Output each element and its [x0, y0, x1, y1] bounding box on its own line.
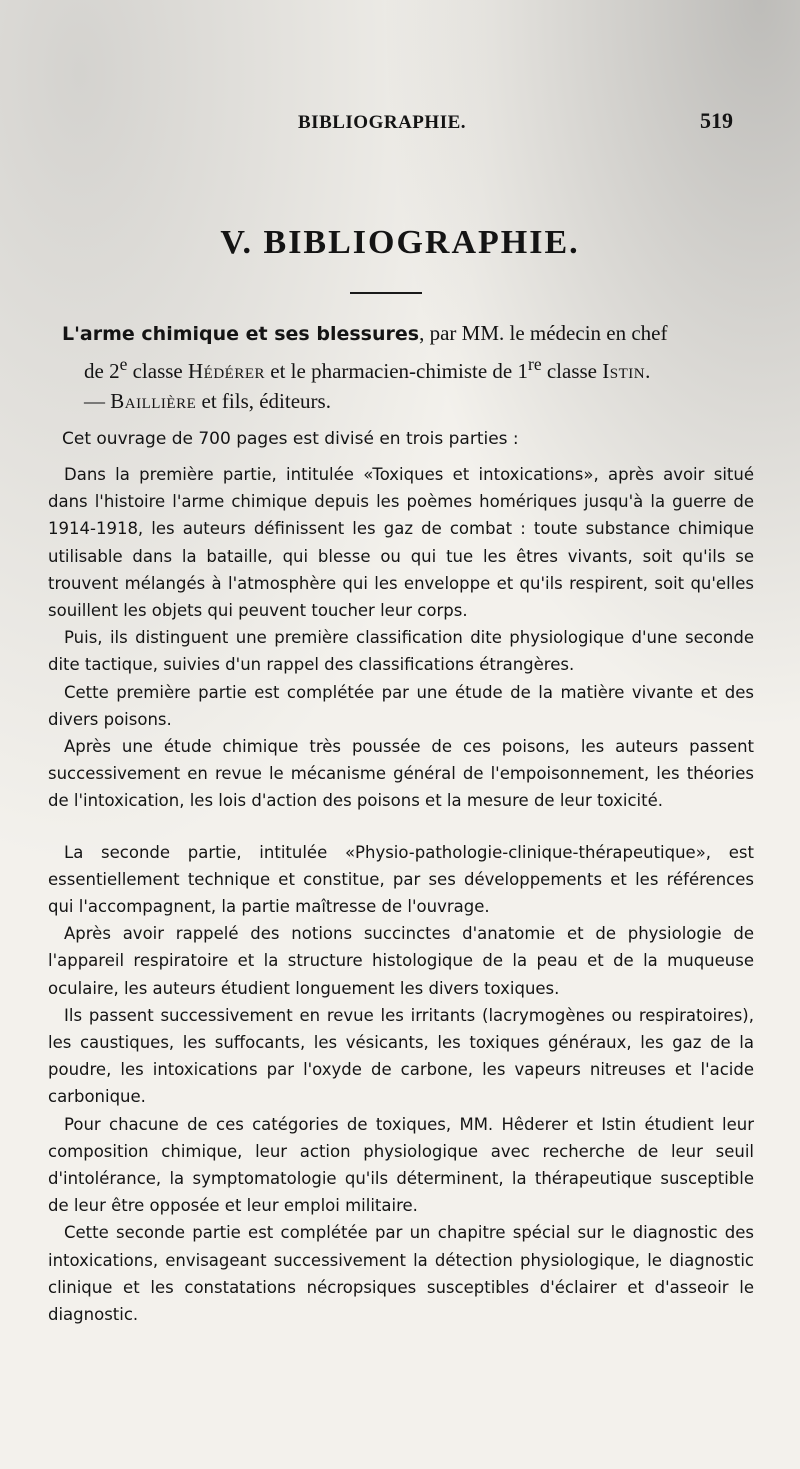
- paragraph: Cette première partie est complétée par une étude de la matière vivante et des divers poisons.: [48, 682, 754, 729]
- author-name: Istin: [602, 359, 646, 383]
- book-entry: [62, 318, 762, 416]
- paragraph: Après une étude chimique très poussée de ces poisons, les auteurs passent successivement en revue le mécanisme général de l'empoisonnement, les théories de l'intoxication, les lois d'action des poisons et la mesure de leur toxicité.: [48, 737, 754, 811]
- book-entry-text: classe: [541, 359, 603, 383]
- ordinal-suffix: e: [119, 354, 128, 374]
- intro-paragraph: Cet ouvrage de 700 pages est divisé en trois parties :: [62, 429, 519, 449]
- section-title: V. BIBLIOGRAPHIE.: [220, 224, 580, 261]
- page-number: 519: [700, 108, 733, 133]
- book-entry-text: de 2: [84, 359, 120, 383]
- book-entry-text: et fils, éditeurs.: [196, 389, 331, 413]
- review-body: [48, 461, 754, 1328]
- book-entry-text: , par MM. le médecin en chef: [419, 321, 668, 345]
- book-entry-text: classe: [127, 359, 189, 383]
- paragraph: Ils passent successivement en revue les irritants (lacrymogènes ou respiratoires), les caustiques, les suffocants, les vésicants, les toxiques généraux, les gaz de la poudre, les intoxications par l'oxyde de carbone, les vapeurs nitreuses et l'acide carbonique.: [48, 1005, 754, 1107]
- book-entry-text: .: [645, 359, 651, 383]
- title-divider: [350, 292, 422, 294]
- book-entry-text: et le pharmacien-chimiste de 1: [265, 359, 528, 383]
- book-title: L'arme chimique et ses blessures: [62, 323, 420, 345]
- running-head: [0, 108, 800, 142]
- paragraph: Cette seconde partie est complétée par un chapitre spécial sur le diagnostic des intoxications, envisageant successivement la détection physiologique, le diagnostic clinique et les constatations nécropsiques susceptibles d'éclairer et d'asseoir le diagnostic.: [48, 1223, 754, 1325]
- book-entry-text: —: [84, 389, 111, 413]
- book-entry-line-1: [62, 318, 762, 349]
- paragraph: Dans la première partie, intitulée «Toxiques et intoxications», après avoir situé dans l'histoire l'arme chimique depuis les poèmes homériques jusqu'à la guerre de 1914-1918, les auteurs définissent les gaz de combat : toute substance chimique utilisable dans la bataille, qui blesse ou qui tue les êtres vivants, soit qu'ils se trouvent mélangés à l'atmosphère qui les enveloppe et qu'ils respirent, soit qu'elles souillent les objets qui peuvent toucher leur corps.: [48, 465, 754, 621]
- author-name: Hédérer: [188, 359, 266, 383]
- book-entry-line-3: [62, 386, 762, 416]
- ordinal-suffix: re: [528, 354, 542, 374]
- paragraph: La seconde partie, intitulée «Physio-pathologie-clinique-thérapeutique», est essentiellement technique et constitue, par ses développements et les références qui l'accompagnent, la partie maîtresse de l'ouvrage.: [48, 842, 754, 917]
- book-entry-line-2: [62, 349, 762, 386]
- paragraph: Après avoir rappelé des notions succinctes d'anatomie et de physiologie de l'appareil respiratoire et la structure histologique de la peau et de la muqueuse oculaire, les auteurs étudient longuement les divers toxiques.: [48, 924, 754, 998]
- paragraph: Pour chacune de ces catégories de toxiques, MM. Hêderer et Istin étudient leur composition chimique, leur action physiologique avec recherche de leur seuil d'intolérance, la symptomatologie qu'ils déterminent, la thérapeutique susceptible de leur être opposée et leur emploi militaire.: [48, 1114, 754, 1216]
- running-title: BIBLIOGRAPHIE.: [298, 112, 467, 133]
- paragraph: Puis, ils distinguent une première classification dite physiologique d'une seconde dite tactique, suivies d'un rappel des classifications étrangères.: [48, 628, 754, 675]
- publisher-name: Baillière: [110, 389, 197, 413]
